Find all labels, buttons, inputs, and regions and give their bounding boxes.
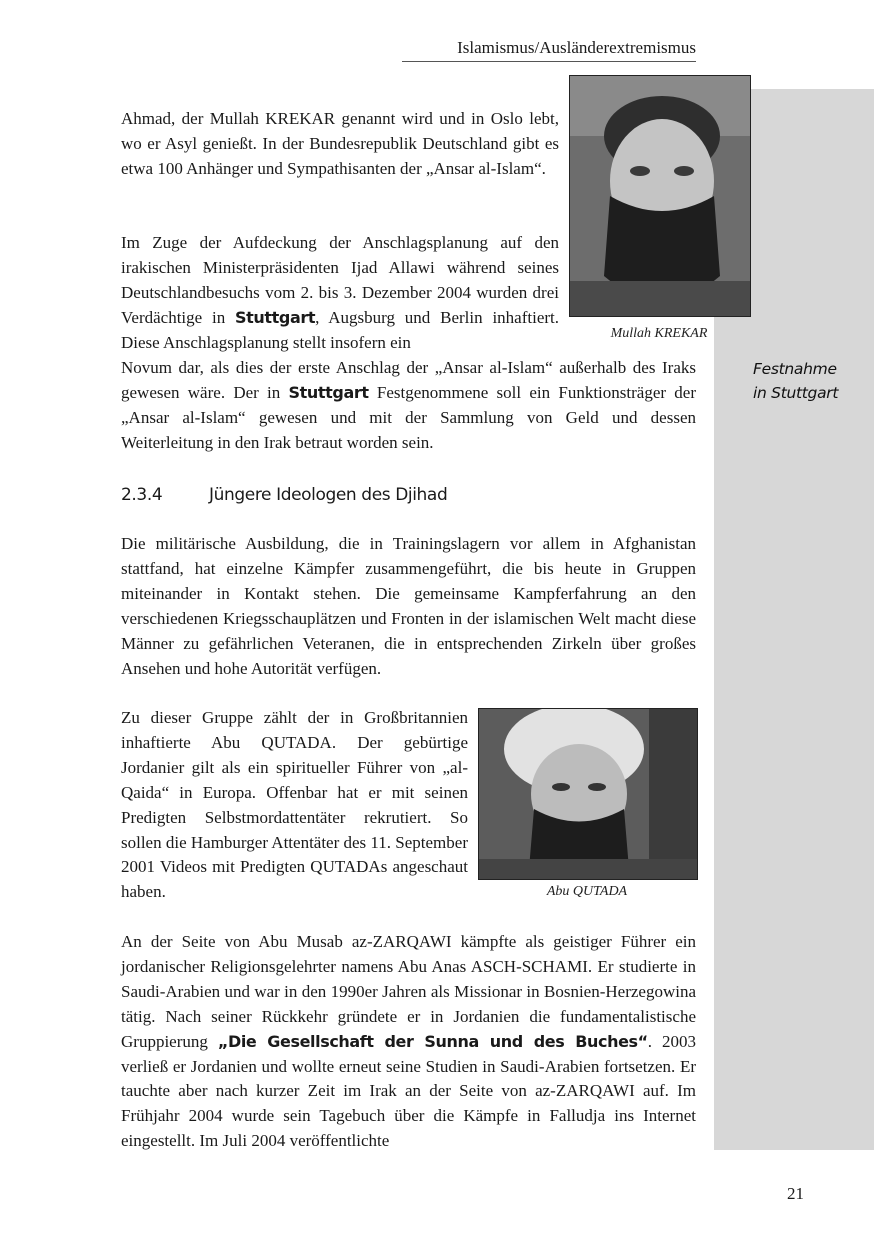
section-title: Jüngere Ideologen des Djihad: [209, 485, 448, 505]
paragraph-5-text-a: An der Seite von Abu Musab az-ZARQAWI kämpfte als geistiger Führer ein jordanischer Religionsgelehrter namens Abu Anas ASCH-SCHAMI. Er studierte in Saudi-Arabien und war in den 1990er Jahren als Missionar in Bosnien-Herzegowina tätig. Nach seiner Rückkehr gründete er in Jordanien die fundamentalistische Gruppierung: [121, 932, 696, 1051]
running-head: Islamismus/Ausländerextremismus: [402, 36, 696, 62]
margin-note: [753, 357, 871, 405]
portrait-krekar-image: [570, 76, 750, 316]
section-heading: [121, 483, 447, 507]
margin-note-line2: in Stuttgart: [753, 384, 839, 402]
paragraph-2-text-a: Im Zuge der Aufdeckung der Anschlagsplanung auf den irakischen Ministerpräsidenten Ijad Allawi während seines Deutschlandbesuchs vom 2. bis 3. Dezember 2004 wurden drei Verdächtige in: [121, 233, 559, 327]
paragraph-2-text-d: Festgenommene soll ein Funktionsträger der „Ansar al-Islam“ gewesen und mit der Sammlung von Geld und dessen Weiterleitung in den Irak betraut worden sein.: [121, 382, 696, 452]
photo-qutada: [478, 708, 698, 880]
paragraph-5: [121, 930, 696, 1154]
paragraph-2-text-c: Novum dar, als dies der erste Anschlag der „Ansar al-Islam“ außerhalb des Iraks gewesen wäre. Der in: [121, 358, 696, 402]
section-number: 2.3.4: [121, 485, 163, 505]
portrait-qutada-image: [479, 709, 697, 879]
keyword-stuttgart-1: Stuttgart: [235, 307, 316, 327]
keyword-stuttgart-2: Stuttgart: [288, 382, 369, 402]
paragraph-2: [121, 231, 559, 356]
photo-krekar: [569, 75, 751, 317]
paragraph-1: Ahmad, der Mullah KREKAR genannt wird und in Oslo lebt, wo er Asyl genießt. In der Bundesrepublik Deutschland gibt es etwa 100 Anhänger und Sympathisanten der „Ansar al-Islam“.: [121, 109, 559, 178]
paragraph-2-continued: [121, 356, 696, 456]
caption-krekar: Mullah KREKAR: [610, 326, 708, 341]
group-name-highlight: „Die Gesellschaft der Sunna und des Buches“: [217, 1031, 648, 1051]
paragraph-2-text-b: , Augsburg und Berlin inhaftiert. Diese Anschlagsplanung stellt insofern ein: [121, 307, 559, 352]
paragraph-4: Zu dieser Gruppe zählt der in Großbritannien inhaftierte Abu QUTADA. Der gebürtige Jordanier gilt als ein spiritueller Führer von „al-Qaida“ in Europa. Offenbar hat er mit seinen Predigten Selbstmordattentäter rekrutiert. So sollen die Hamburger Attentäter des 11. September 2001 Videos mit Predigten QUTADAs angeschaut haben.: [121, 708, 468, 902]
page-number: 21: [787, 1184, 804, 1203]
paragraph-5-text-b: . 2003 verließ er Jordanien und wollte erneut seine Studien in Saudi-Arabien fortsetzen. Er tauchte aber nach kurzer Zeit im Irak an der Seite von az-ZARQAWI auf. Im Frühjahr 2004 wurde sein Tagebuch über die Kämpfe in Falludja ins Internet eingestellt. Im Juli 2004 veröffentlichte: [121, 1031, 697, 1151]
paragraph-3: Die militärische Ausbildung, die in Trainingslagern vor allem in Afghanistan stattfand, hat einzelne Kämpfer zusammengeführt, die bis heute in Gruppen miteinander in Kontakt stehen. Die gemeinsame Kampferfahrung an den verschiedenen Kriegsschauplätzen und Fronten in der islamischen Welt macht diese Männer zu gefährlichen Veteranen, die in entsprechenden Zirkeln über großes Ansehen und hohe Autorität verfügen.: [121, 534, 696, 678]
caption-qutada: Abu QUTADA: [546, 884, 628, 899]
margin-note-line1: Festnahme: [753, 360, 837, 378]
